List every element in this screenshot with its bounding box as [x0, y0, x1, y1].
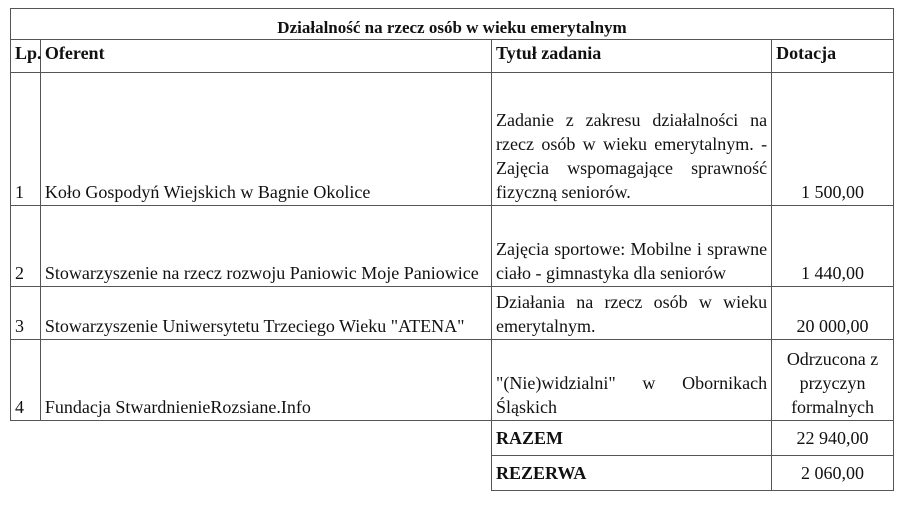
row-lp: 2: [11, 206, 41, 287]
row-dotacja: 1 500,00: [772, 73, 894, 206]
summary-row-rezerwa: [11, 456, 894, 491]
row-tytul: Zajęcia sportowe: Mobilne i sprawne ciało - gimnastyka dla seniorów: [492, 206, 772, 287]
razem-label: RAZEM: [492, 421, 772, 456]
summary-row-razem: [11, 421, 894, 456]
row-oferent: Stowarzyszenie Uniwersytetu Trzeciego Wieku "ATENA": [40, 287, 491, 340]
row-oferent: Stowarzyszenie na rzecz rozwoju Paniowic Moje Paniowice: [40, 206, 491, 287]
table-row: [11, 206, 894, 287]
row-lp: 1: [11, 73, 41, 206]
rezerwa-label: REZERWA: [492, 456, 772, 491]
row-lp: 4: [11, 340, 41, 421]
razem-value: 22 940,00: [772, 421, 894, 456]
table-row: [11, 340, 894, 421]
header-oferent: Oferent: [40, 40, 491, 73]
grants-table: [10, 8, 894, 491]
header-lp: Lp.: [11, 40, 41, 73]
row-oferent: Koło Gospodyń Wiejskich w Bagnie Okolice: [40, 73, 491, 206]
row-tytul: "(Nie)widzialni" w Obornikach Śląskich: [492, 340, 772, 421]
row-oferent: Fundacja StwardnienieRozsiane.Info: [40, 340, 491, 421]
summary-spacer: [11, 456, 492, 491]
header-dotacja: Dotacja: [772, 40, 894, 73]
row-tytul: Działania na rzecz osób w wieku emerytalnym.: [492, 287, 772, 340]
row-lp: 3: [11, 287, 41, 340]
header-tytul: Tytuł zadania: [492, 40, 772, 73]
rezerwa-value: 2 060,00: [772, 456, 894, 491]
row-dotacja: 1 440,00: [772, 206, 894, 287]
row-tytul: Zadanie z zakresu działalności na rzecz osób w wieku emerytalnym. - Zajęcia wspomagające sprawność fizyczną seniorów.: [492, 73, 772, 206]
row-dotacja: 20 000,00: [772, 287, 894, 340]
table-row: [11, 73, 894, 206]
table-title: Działalność na rzecz osób w wieku emerytalnym: [11, 9, 894, 40]
table-row: [11, 287, 894, 340]
row-dotacja: Odrzucona z przyczyn formalnych: [772, 340, 894, 421]
summary-spacer: [11, 421, 492, 456]
